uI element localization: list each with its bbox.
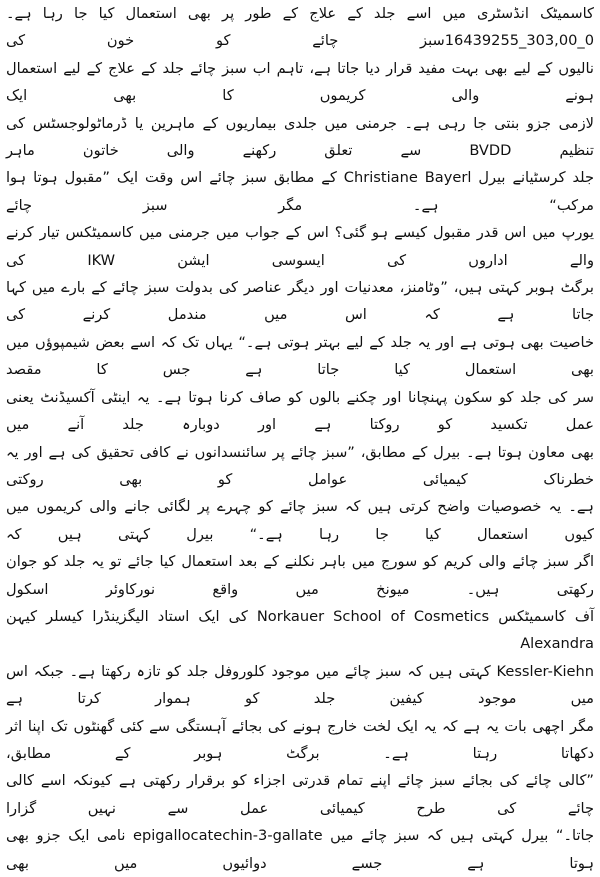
article-line: مگر اچھی بات یہ ہے کہ یہ ایک لخت خارج ہونے کی بجائے آہستگی سے کئی گھنٹوں تک اپنا اثر دکھاتا رہتا ہے۔ برگٹ ہوبر کے مطابق، [6, 717, 594, 762]
article-line: یورپ میں اس قدر مقبول کیسے ہو گئی؟ اس کے جواب میں جرمنی میں کاسمیٹکس تیار کرنے والے اداروں کی ایسوسی ایشن IKW کی [6, 224, 594, 269]
article-line: آف کاسمیٹکس Norkauer School of Cosmetics کی ایک استاد الیگزینڈرا کیسلر کیہن Alexandra [6, 607, 594, 653]
article-line: نالیوں کے لیے بھی بہت مفید قرار دیا جاتا ہے، تاہم اب سبز چائے جلد کے علاج کے لیے استعمال ہونے والی کریموں کا بھی ایک [6, 59, 594, 105]
article-line: لازمی جزو بنتی جا رہی ہے۔ جرمنی میں جلدی بیماریوں کے ماہرین یا ڈرماٹولوجسٹس کی تنظیم BVDD سے تعلق رکھنے والی خاتون ماہر [6, 114, 594, 160]
article-line: سر کی جلد کو سکون پہنچانا اور چکنے بالوں کو صاف کرنا ہوتا ہے۔ یہ اینٹی آکسیڈنٹ یعنی عمل تکسید کو روکتا ہے اور دوبارہ جلد آنے میں [6, 388, 594, 434]
article-line: بھی معاون ہوتا ہے۔ بیرل کے مطابق، ”سبز چائے پر سائنسدانوں نے کافی تحقیق کی ہے اور یہ خطرناک کیمیائی عوامل کو بھی روکتی [6, 443, 594, 488]
article-line: Kessler-Kiehn کہتی ہیں کہ سبز چائے میں موجود کلوروفل جلد کو تازہ رکھتا ہے۔ جبکہ اس میں موجود کیفین جلد کو ہموار کرتا ہے [6, 662, 594, 708]
article-line: ”کالی چائے کی بجائے سبز چائے اپنے تمام قدرتی اجزاء کو برقرار رکھتی ہے کیونکہ اسے کالی چائے کی طرح کیمیائی عمل سے نہیں گزارا [6, 772, 594, 817]
article-line: ہے۔ یہ خصوصیات واضح کرتی ہیں کہ سبز چائے کو چہرے پر لگائی جانے والی کریموں میں کیوں استعمال کیا جا رہا ہے۔“ بیرل کہتی ہیں کہ [6, 498, 594, 543]
article-line: برگٹ ہوبر کہتی ہیں، ”وٹامنز، معدنیات اور دیگر عناصر کی بدولت سبز چائے کے بارے میں کہا جاتا ہے کہ اس میں مندمل کرنے کی [6, 279, 594, 324]
article-line: خاصیت بھی ہوتی ہے اور یہ جلد کے لیے بہتر ہوتی ہے۔“ یہاں تک کہ اسے بعض شیمپوؤں میں بھی استعمال کیا جاتا ہے جس کا مقصد [6, 333, 594, 379]
article-line: جاتا۔“ بیرل کہتی ہیں کہ سبز چائے میں epigallocatechin-3-gallate نامی ایک جزو بھی ہوتا ہے جسے دوائیوں میں بھی [6, 827, 595, 872]
article-body [6, 0, 595, 872]
article-line: اگر سبز چائے والی کریم کو سورج میں باہر نکلنے کے بعد استعمال کیا جائے تو یہ جلد کو جوان رکھتی ہیں۔ میونخ میں واقع نورکاوئر اسکول [6, 553, 594, 598]
article-line: جلد کرسٹیانے بیرل Christiane Bayerl کے مطابق سبز چائے اس وقت ایک ”مقبول ہوتا ہوا مرکب“ ہے۔ مگر سبز چائے [6, 169, 595, 214]
article-line: کاسمیٹک انڈسٹری میں اسے جلد کے علاج کے طور پر بھی استعمال کیا جا رہا ہے۔0_303,00_16439255سبز چائے کو خون کی [6, 5, 594, 50]
